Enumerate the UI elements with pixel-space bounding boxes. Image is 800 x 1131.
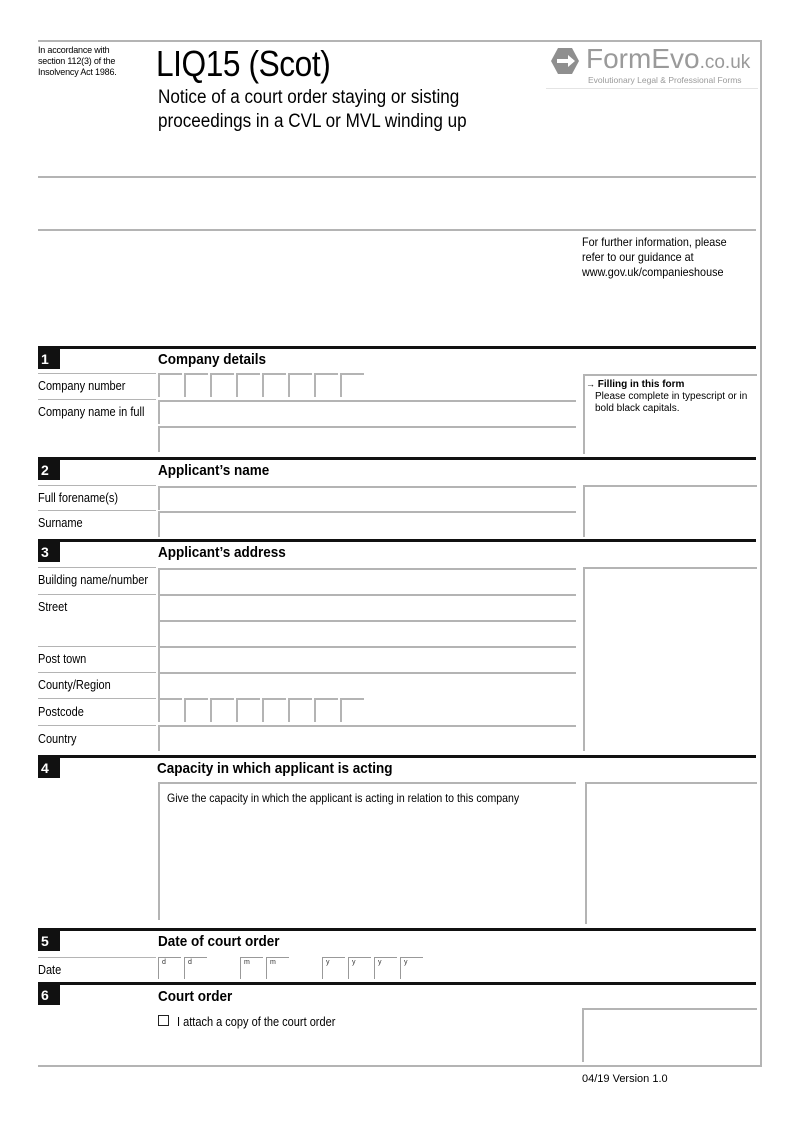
section-4-title: Capacity in which applicant is acting [157,760,393,777]
capacity-textarea[interactable] [158,782,576,920]
section-2-number: 2 [38,460,60,480]
court-order-checkbox-row[interactable] [158,1013,357,1031]
section-2-side-box [583,485,757,537]
logo-suffix: .co.uk [699,52,751,73]
logo-brand: FormEvo [586,43,700,74]
section-2-rule [38,457,756,460]
company-name-label: Company name in full [38,405,145,419]
section-3-rule [38,539,756,542]
label-rule [38,373,156,374]
page-bottom-rule [38,1065,762,1067]
forenames-label: Full forename(s) [38,491,119,505]
label-rule [38,957,156,958]
company-name-input[interactable] [158,400,576,424]
post-town-label: Post town [38,652,87,666]
form-title-line: Notice of a court order staying or sisting [158,87,460,108]
form-code: LIQ15 (Scot) [156,43,331,84]
legal-note-line: In accordance with [38,45,110,55]
section-6-number: 6 [38,985,60,1005]
building-label: Building name/number [38,573,149,587]
guidance-body-line: bold black capitals. [595,403,680,414]
month-digit-2[interactable]: m [266,957,289,979]
court-order-checkbox[interactable] [158,1015,169,1026]
version-label: 04/19 Version 1.0 [582,1073,668,1085]
further-info-line: For further information, please [582,235,727,249]
year-digit-1[interactable]: y [322,957,345,979]
label-rule [38,698,156,699]
post-town-input[interactable] [158,646,576,672]
further-info-line: refer to our guidance at [582,250,694,264]
guidance-title: Filling in this form [597,379,685,390]
form-title-line: proceedings in a CVL or MVL winding up [158,111,467,132]
label-rule [38,399,156,400]
month-digit-1[interactable]: m [240,957,263,979]
country-label: Country [38,732,77,746]
capacity-instruction: Give the capacity in which the applicant is acting in relation to this company [167,791,520,805]
section-1-number: 1 [38,349,60,369]
formevo-logo-icon [550,46,580,76]
section-6-rule [38,982,756,985]
label-rule [38,485,156,486]
label-rule [38,510,156,511]
header-separator [38,176,756,178]
section-5-number: 5 [38,931,60,951]
country-input[interactable] [158,725,576,751]
guidance-text [586,378,756,415]
year-digit-4[interactable]: y [400,957,423,979]
section-6-title: Court order [158,988,233,1005]
formevo-logo [546,42,758,89]
section-3-title: Applicant’s address [158,544,286,561]
street-input[interactable] [158,594,576,620]
surname-label: Surname [38,516,83,530]
label-rule [38,646,156,647]
guidance-body-line: Please complete in typescript or in [595,391,748,402]
day-digit-1[interactable]: d [158,957,181,979]
page-right-rule [760,40,762,1067]
surname-input[interactable] [158,511,576,537]
legal-note-line: section 112(3) of the [38,56,116,66]
section-6-side-box [582,1008,757,1062]
company-number-label: Company number [38,379,126,393]
street-label: Street [38,600,68,614]
postcode-label: Postcode [38,705,84,719]
year-digit-2[interactable]: y [348,957,371,979]
further-info-link[interactable]: www.gov.uk/companieshouse [582,265,724,279]
legal-note-line: Insolvency Act 1986. [38,67,117,77]
section-4-rule [38,755,756,758]
county-label: County/Region [38,678,111,692]
legal-note [38,45,117,78]
further-info [582,235,743,280]
arrow-right-icon: → [586,379,595,389]
label-rule [38,594,156,595]
court-order-checkbox-label: I attach a copy of the court order [177,1014,336,1029]
section-1-rule [38,346,756,349]
label-rule [38,672,156,673]
year-digit-3[interactable]: y [374,957,397,979]
label-rule [38,725,156,726]
section-1-title: Company details [158,351,267,368]
company-number-input[interactable] [158,373,368,399]
section-5-title: Date of court order [158,933,280,950]
section-4-side-box [585,782,757,924]
date-label: Date [38,963,62,977]
county-input[interactable] [158,672,576,698]
postcode-input[interactable] [158,698,368,724]
form-title [158,86,501,134]
forenames-input[interactable] [158,486,576,510]
day-digit-2[interactable]: d [184,957,207,979]
section-4-number: 4 [38,758,60,778]
section-2-title: Applicant’s name [158,462,270,479]
section-3-number: 3 [38,542,60,562]
section-3-side-box [583,567,757,751]
company-name-line2-input[interactable] [158,426,576,452]
label-rule [38,567,156,568]
logo-tagline: Evolutionary Legal & Professional Forms [588,75,742,85]
street-line2-input[interactable] [158,620,576,646]
building-input[interactable] [158,568,576,594]
section-5-rule [38,928,756,931]
header-separator [38,229,756,231]
date-input[interactable] [158,957,428,981]
